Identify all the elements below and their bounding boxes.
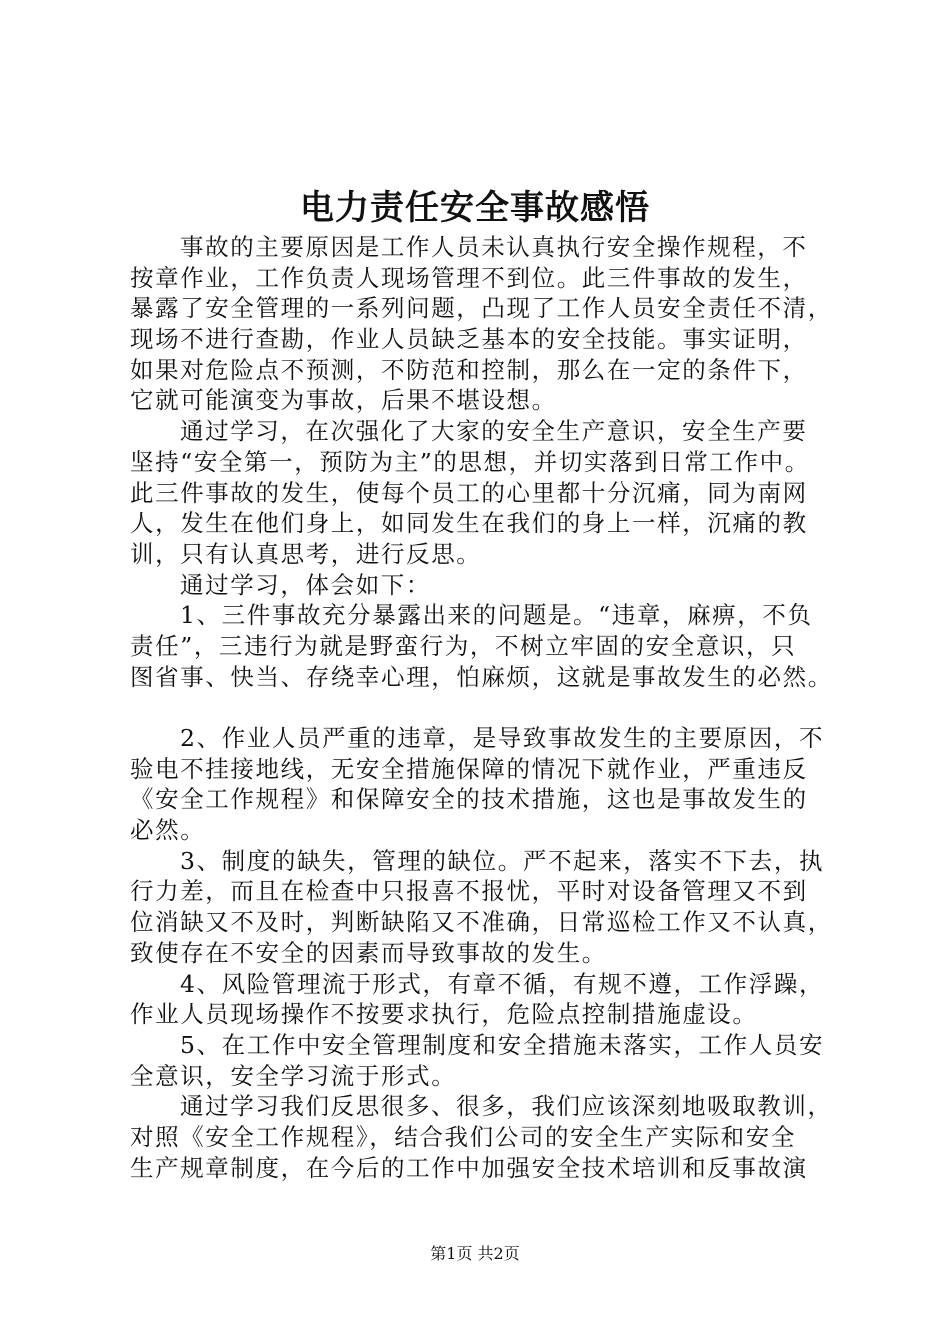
paragraph-line: 对照《安全工作规程》，结合我们公司的安全生产实际和安全 <box>130 1122 796 1151</box>
paragraph-line: 通过学习我们反思很多、很多，我们应该深刻地吸取教训， <box>180 1092 833 1121</box>
paragraph-line: 行力差，而且在检查中只报喜不报忧，平时对设备管理又不到 <box>130 877 808 906</box>
paragraph-line: 人，发生在他们身上，如同发生在我们的身上一样，沉痛的教 <box>130 509 808 538</box>
paragraph-line: 3、制度的缺失，管理的缺位。严不起来，落实不下去，执 <box>180 846 825 875</box>
paragraph-line: 4、风险管理流于形式，有章不循，有规不遵，工作浮躁， <box>180 969 825 998</box>
page-footer: 第1页 共2页 <box>430 1244 520 1263</box>
paragraph <box>130 1091 833 1183</box>
paragraph-line: 通过学习，在次强化了大家的安全生产意识，安全生产要 <box>180 417 808 446</box>
paragraph <box>130 600 833 692</box>
paragraph-line: 它就可能演变为事故，后果不堪设想。 <box>130 386 557 415</box>
paragraph-line: 坚持“安全第一，预防为主”的思想，并切实落到日常工作中。 <box>130 447 810 476</box>
paragraph <box>130 416 830 569</box>
paragraph-line: 此三件事故的发生，使每个员工的心里都十分沉痛，同为南网 <box>130 478 808 507</box>
paragraph-line: 《安全工作规程》和保障安全的技术措施，这也是事故发生的 <box>130 785 808 814</box>
paragraph-line: 暴露了安全管理的一系列问题，凸现了工作人员安全责任不清， <box>130 294 833 323</box>
paragraph <box>130 570 830 601</box>
paragraph-line: 图省事、快当、存绕幸心理，怕麻烦，这就是事故发生的必然。 <box>130 662 833 691</box>
paragraph-line: 生产规章制度，在今后的工作中加强安全技术培训和反事故演 <box>130 1153 808 1182</box>
paragraph-line: 按章作业，工作负责人现场管理不到位。此三件事故的发生， <box>130 263 808 292</box>
document-body <box>130 232 833 1183</box>
paragraph-line: 必然。 <box>130 816 206 845</box>
paragraph-line: 通过学习，体会如下： <box>180 570 431 599</box>
blank-line <box>130 692 830 723</box>
paragraph-line: 现场不进行查勘，作业人员缺乏基本的安全技能。事实证明， <box>130 325 808 354</box>
document-title: 电力责任安全事故感悟 <box>300 188 650 228</box>
paragraph-line: 责任”，三违行为就是野蛮行为，不树立牢固的安全意识，只 <box>130 631 797 660</box>
paragraph-line: 1、三件事故充分暴露出来的问题是。“违章，麻痹，不负 <box>180 601 813 630</box>
paragraph <box>130 723 830 846</box>
paragraph-line: 事故的主要原因是工作人员未认真执行安全操作规程，不 <box>180 233 808 261</box>
paragraph-line: 作业人员现场操作不按要求执行，危险点控制措施虚设。 <box>130 1000 758 1029</box>
paragraph-line: 训，只有认真思考，进行反思。 <box>130 539 482 568</box>
paragraph-line: 全意识，安全学习流于形式。 <box>130 1061 457 1090</box>
paragraph <box>130 232 833 416</box>
paragraph-line: 2、作业人员严重的违章，是导致事故发生的主要原因，不 <box>180 724 825 752</box>
paragraph <box>130 969 830 1030</box>
paragraph-line: 5、在工作中安全管理制度和安全措施未落实，工作人员安 <box>180 1030 825 1059</box>
paragraph-line: 如果对危险点不预测，不防范和控制，那么在一定的条件下， <box>130 355 808 384</box>
paragraph <box>130 846 833 969</box>
paragraph-line: 致使存在不安全的因素而导致事故的发生。 <box>130 938 607 967</box>
paragraph-line: 位消缺又不及时，判断缺陷又不准确，日常巡检工作又不认真， <box>130 908 833 937</box>
paragraph-line: 验电不挂接地线，无安全措施保障的情况下就作业，严重违反 <box>130 754 808 783</box>
paragraph <box>130 1030 830 1091</box>
